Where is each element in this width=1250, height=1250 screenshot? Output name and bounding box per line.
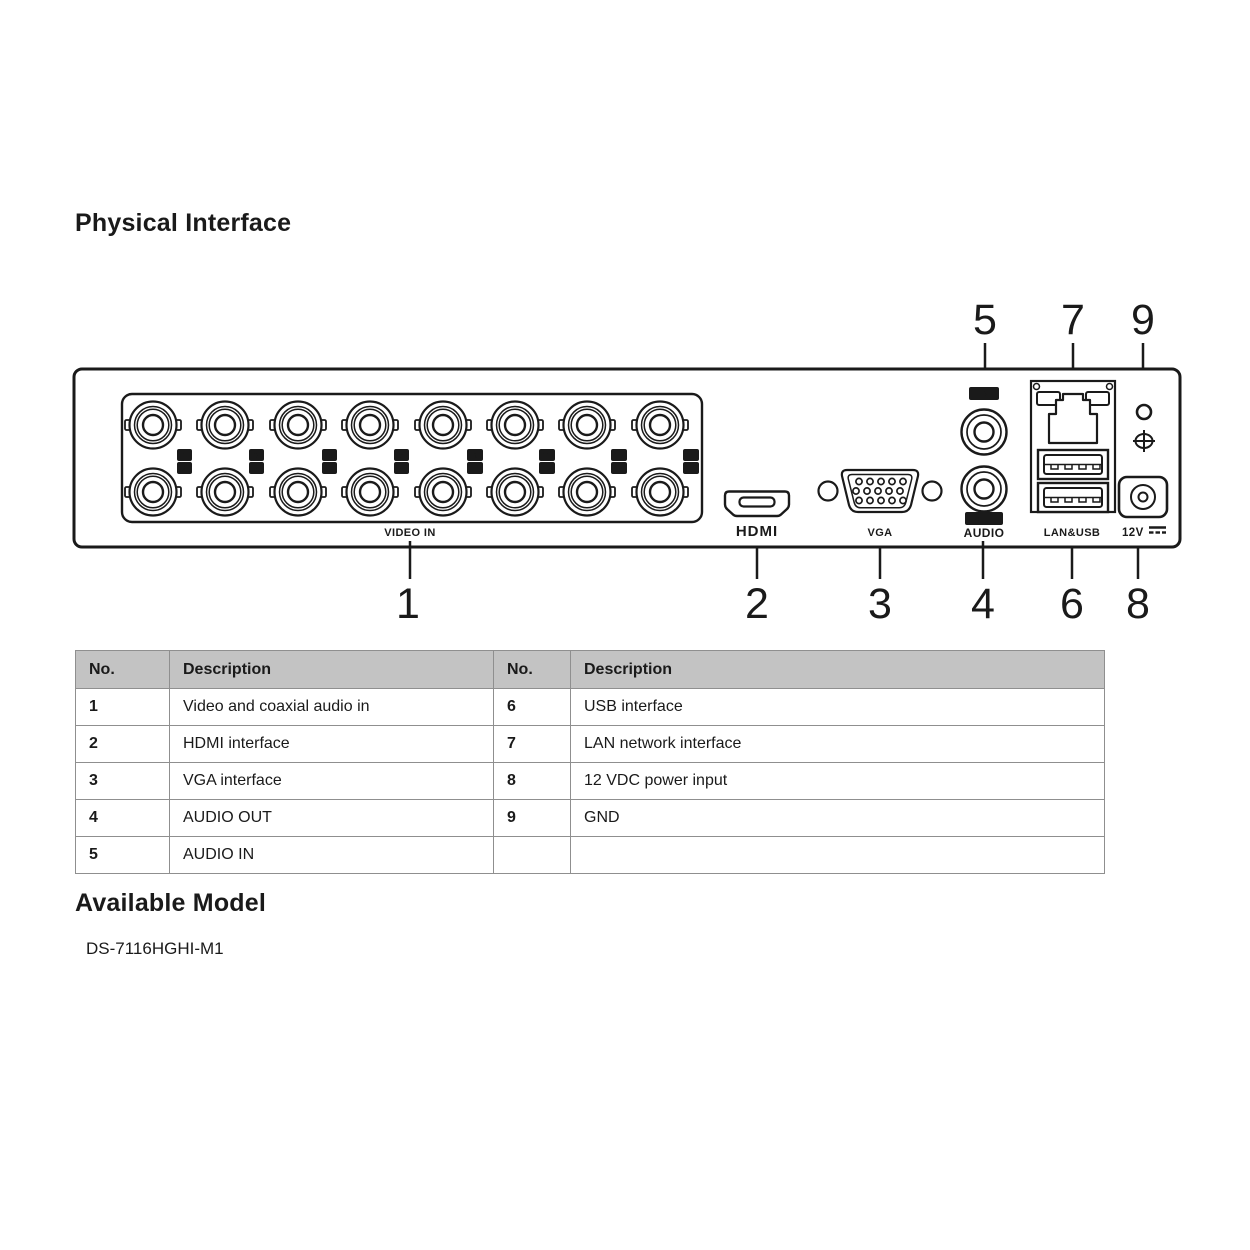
vga-screw-left [819, 482, 838, 501]
table-row [76, 726, 1105, 763]
ports-table [75, 650, 1105, 874]
header-description-1: Description [170, 651, 494, 689]
hdmi-port [725, 492, 789, 517]
audio-label: AUDIO [963, 526, 1005, 540]
cell-description: VGA interface [170, 763, 494, 800]
callout-2 [745, 546, 769, 628]
bnc-number: 4 [254, 463, 259, 474]
audio-in-jack [962, 410, 1007, 455]
callout-number-8: 8 [1126, 580, 1150, 628]
audio-out-jack [962, 467, 1007, 512]
callout-number-2: 2 [745, 580, 769, 628]
callout-3 [868, 546, 892, 628]
bnc-number: 2 [182, 463, 187, 474]
header-description-2: Description [571, 651, 1105, 689]
cell-no: 3 [76, 763, 170, 800]
header-no-2: No. [494, 651, 571, 689]
callout-number-9: 9 [1131, 296, 1155, 344]
bnc-number: 7 [399, 450, 404, 461]
audio-in-badge-label: IN [979, 389, 989, 399]
cell-no: 5 [76, 837, 170, 874]
cell-description: HDMI interface [170, 726, 494, 763]
bnc-number: 11 [542, 450, 552, 461]
table-row [76, 689, 1105, 726]
bnc-number: 12 [542, 463, 552, 474]
cell-no: 4 [76, 800, 170, 837]
bnc-number: 16 [686, 463, 696, 474]
vga-screw-right [923, 482, 942, 501]
page-title: Physical Interface [75, 209, 292, 237]
bnc-number: 3 [254, 450, 259, 461]
cell-description: AUDIO IN [170, 837, 494, 874]
vga-label: VGA [867, 527, 893, 539]
cell-no: 1 [76, 689, 170, 726]
usb-port [1038, 483, 1108, 512]
callout-4 [971, 541, 995, 628]
bnc-number: 8 [399, 463, 404, 474]
callout-1 [396, 541, 420, 628]
cell-description: LAN network interface [571, 726, 1105, 763]
cell-description: USB interface [571, 689, 1105, 726]
audio-in-badge [969, 387, 999, 400]
cell-description: 12 VDC power input [571, 763, 1105, 800]
cell-no: 2 [76, 726, 170, 763]
lan-usb-label: LAN&USB [1043, 527, 1101, 539]
table-row [76, 800, 1105, 837]
bnc-number: 13 [614, 450, 624, 461]
power-label: 12V [1122, 527, 1144, 539]
cell-description: Video and coaxial audio in [170, 689, 494, 726]
available-model-heading: Available Model [75, 889, 267, 917]
hdmi-label: HDMI [735, 523, 779, 540]
callout-number-1: 1 [396, 580, 420, 628]
callout-number-4: 4 [971, 580, 995, 628]
cell-description: GND [571, 800, 1105, 837]
callout-number-5: 5 [973, 296, 997, 344]
usb-port [1038, 450, 1108, 479]
audio-out-badge [965, 512, 1003, 525]
table-header-row [76, 651, 1105, 689]
bnc-number: 14 [614, 463, 624, 474]
audio-out-badge-label: OUT [973, 514, 995, 524]
cell-no: 6 [494, 689, 571, 726]
cell-description [571, 837, 1105, 874]
bnc-number: 10 [470, 463, 480, 474]
callout-number-6: 6 [1060, 580, 1084, 628]
cell-description: AUDIO OUT [170, 800, 494, 837]
cell-no: 8 [494, 763, 571, 800]
callout-8 [1126, 546, 1150, 628]
cell-no [494, 837, 571, 874]
callout-6 [1060, 546, 1084, 628]
power-jack [1119, 477, 1167, 517]
bnc-number: 15 [686, 450, 696, 461]
cell-no: 9 [494, 800, 571, 837]
header-no-1: No. [76, 651, 170, 689]
model-number: DS-7116HGHI-M1 [86, 939, 224, 958]
bnc-number: 6 [327, 463, 332, 474]
callout-number-3: 3 [868, 580, 892, 628]
gnd-hole [1137, 405, 1151, 419]
table-row [76, 763, 1105, 800]
callout-number-7: 7 [1061, 296, 1085, 344]
table-row [76, 837, 1105, 874]
bnc-number: 9 [472, 450, 478, 461]
video-in-label: VIDEO IN [384, 527, 436, 539]
bnc-number: 5 [327, 450, 332, 461]
lan-usb-block [1031, 381, 1115, 512]
cell-no: 7 [494, 726, 571, 763]
bnc-number: 1 [182, 450, 187, 461]
